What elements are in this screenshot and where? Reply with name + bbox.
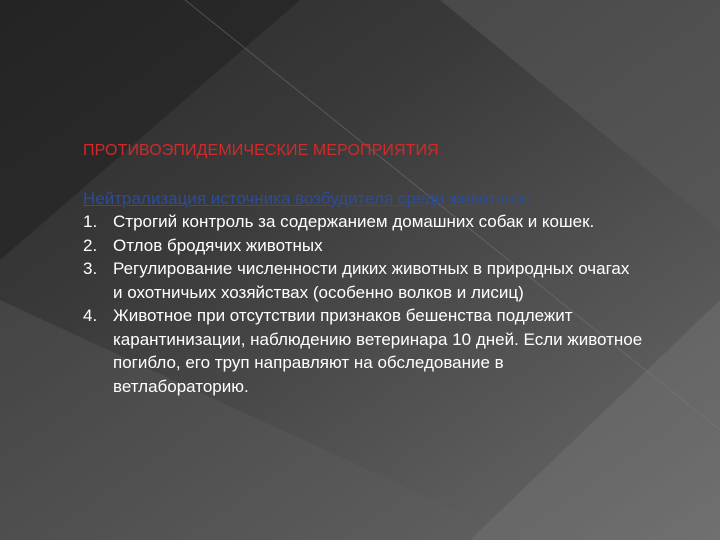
list-item-number: 1.	[83, 212, 98, 231]
slide-content	[83, 139, 643, 398]
list-item	[83, 257, 643, 304]
list-item-number: 4.	[83, 306, 98, 325]
list-item-text: Регулирование численности диких животных в природных очагах и охотничьих хозяйствах (особенно волков и лисиц)	[113, 259, 630, 302]
list-item	[83, 304, 643, 398]
list-item-number: 3.	[83, 259, 98, 278]
measures-list	[83, 210, 643, 398]
list-item	[83, 234, 643, 258]
list-item-number: 2.	[83, 235, 98, 255]
slide-subtitle: Нейтрализация источника возбудителя среди животных:	[83, 188, 531, 208]
slide-title: ПРОТИВОЭПИДЕМИЧЕСКИЕ МЕРОПРИЯТИЯ	[83, 142, 439, 159]
list-item-text: Отлов бродячих животных	[113, 235, 323, 255]
list-item-text: Животное при отсутствии признаков бешенства подлежит карантинизации, наблюдению ветеринара 10 дней. Если животное погибло, его труп направляют на обследование в ветлабораторию.	[113, 306, 643, 396]
list-item-text: Строгий контроль за содержанием домашних собак и кошек.	[113, 212, 595, 231]
list-item	[83, 210, 643, 234]
